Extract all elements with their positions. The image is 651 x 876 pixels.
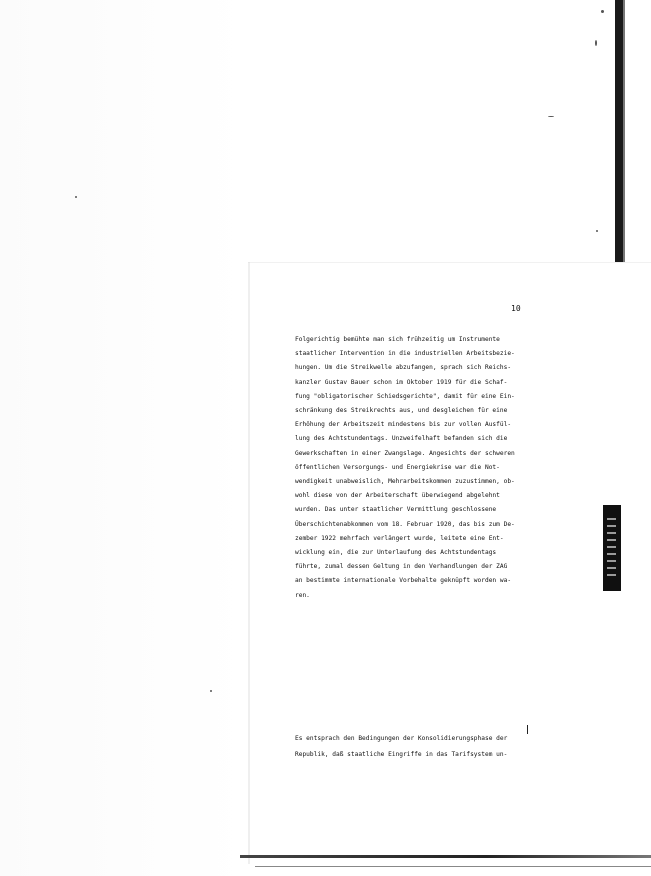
- body-paragraph-2: [295, 731, 535, 763]
- text-line: an bestimmte internationale Vorbehalte geknüpft worden wa-: [295, 577, 512, 585]
- text-line: kanzler Gustav Bauer schon im Oktober 1919 für die Schaf-: [295, 378, 508, 386]
- scan-speck: [75, 196, 77, 198]
- text-line: Republik, daß staatliche Eingriffe in das Tarifsystem un-: [295, 751, 508, 758]
- scan-speck: [601, 10, 604, 13]
- text-line: staatlicher Intervention in die industriellen Arbeitsbezie-: [295, 350, 515, 358]
- text-line: Erhöhung der Arbeitszeit mindestens bis zur vollen Ausfül-: [295, 421, 512, 429]
- text-line: Überschichtenabkommen vom 18. Februar 1920, das bis zum De-: [295, 520, 515, 528]
- scan-speck: [548, 116, 554, 117]
- scan-speck: [210, 690, 212, 692]
- text-line: Folgerichtig bemühte man sich frühzeitig um Instrumente: [295, 336, 500, 343]
- page-number: 10: [511, 304, 521, 313]
- text-line: hungen. Um die Streikwelle abzufangen, sprach sich Reichs-: [295, 364, 512, 372]
- text-line: Es entsprach den Bedingungen der Konsolidierungsphase der: [295, 735, 508, 742]
- page-tab-marker: [603, 505, 621, 591]
- scan-background-shade: [0, 0, 248, 876]
- scan-bottom-edge: [240, 855, 651, 858]
- scan-speck: [596, 230, 598, 232]
- binding-strip: [615, 0, 623, 262]
- scan-speck: [595, 40, 597, 46]
- scan-edge-top: [248, 262, 651, 263]
- text-line: wohl diese von der Arbeiterschaft überwiegend abgelehnt: [295, 492, 500, 500]
- text-line: wendigkeit unabweislich, Mehrarbeitskommen zuzustimmen, ob-: [295, 478, 515, 486]
- text-line: schränkung des Streikrechts aus, und desgleichen für eine: [295, 407, 508, 415]
- text-line: führte, zumal dessen Geltung in den Verhandlungen der ZAG: [295, 563, 508, 571]
- scan-bottom-edge-secondary: [255, 866, 651, 867]
- text-line: lung des Achtstundentags. Unzweifelhaft befanden sich die: [295, 435, 508, 443]
- text-line: wicklung ein, die zur Unterlaufung des Achtstundentags: [295, 549, 497, 557]
- text-line: ren.: [295, 591, 310, 599]
- body-paragraph-1: [295, 333, 535, 603]
- scan-edge-left: [248, 262, 250, 864]
- text-line: wurden. Das unter staatlicher Vermittlung geschlossene: [295, 506, 497, 514]
- text-line: Gewerkschaften in einer Zwangslage. Angesichts der schweren: [295, 449, 515, 457]
- text-line: öffentlichen Versorgungs- und Energiekrise war die Not-: [295, 463, 500, 471]
- text-line: zember 1922 mehrfach verlängert wurde, leitete eine Ent-: [295, 534, 504, 542]
- text-line: fung "obligatorischer Schiedsgerichte", damit für eine Ein-: [295, 392, 515, 400]
